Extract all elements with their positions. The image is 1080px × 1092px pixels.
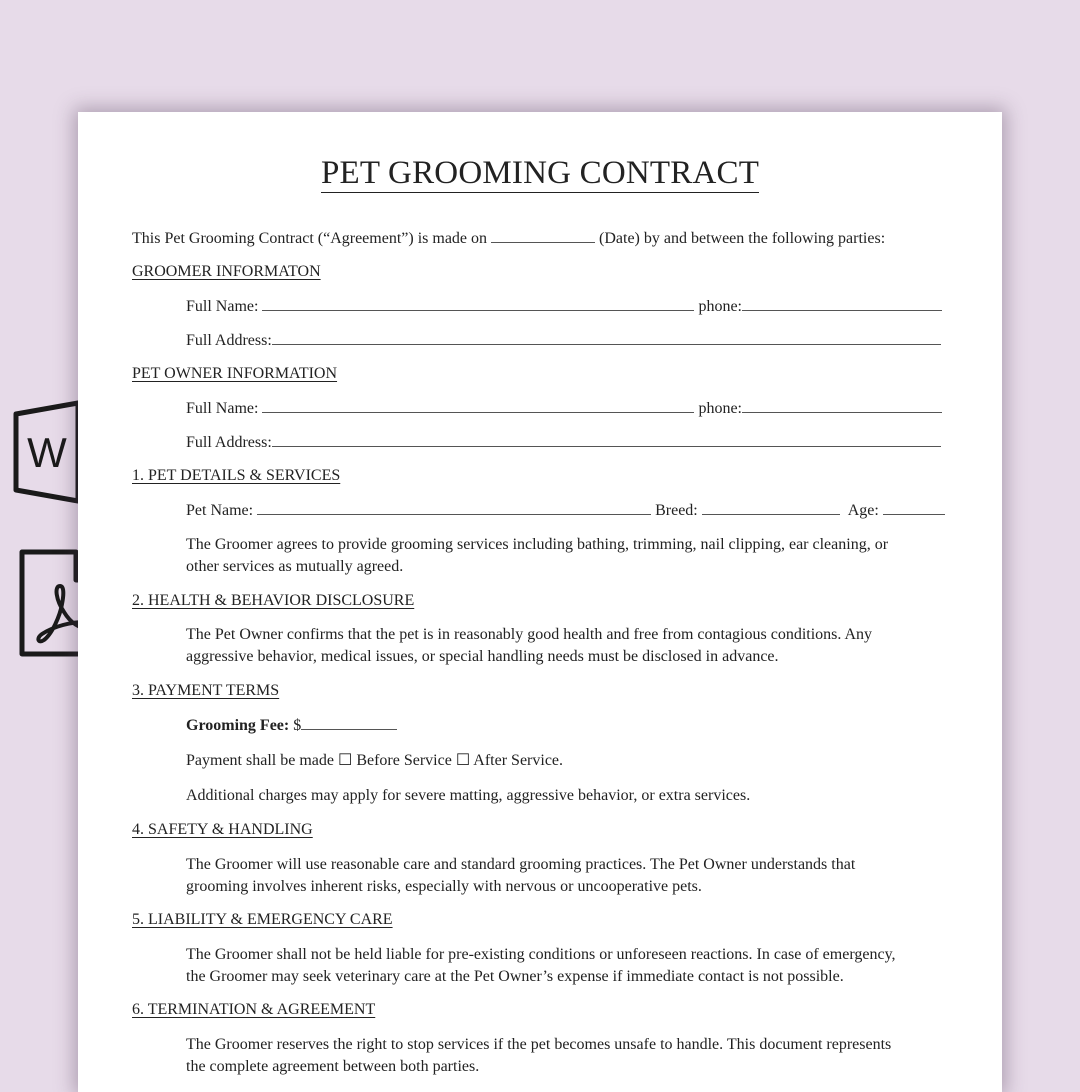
owner-name-row: Full Name: phone:	[186, 397, 942, 420]
section2-heading: 2. HEALTH & BEHAVIOR DISCLOSURE	[132, 592, 415, 609]
additional-charges: Additional charges may apply for severe matting, aggressive behavior, or extra services.	[186, 787, 751, 804]
section2-text: The Pet Owner confirms that the pet is in reasonably good health and free from contagious conditions. Any aggressive behavior, medical issues, or special handling needs must be disclosed in advance.	[186, 626, 873, 665]
owner-phone-field[interactable]	[742, 397, 942, 413]
groomer-name-row: Full Name: phone:	[186, 295, 942, 318]
fee-field[interactable]	[301, 714, 397, 730]
section1-heading: 1. PET DETAILS & SERVICES	[132, 467, 341, 484]
section5-text: The Groomer shall not be held liable for pre-existing conditions or unforeseen reactions. In case of emergency, the Groomer may seek veterinary care at the Pet Owner’s expense if immediate contact is not possible.	[186, 946, 896, 985]
groomer-phone-field[interactable]	[742, 295, 942, 311]
section1-text: The Groomer agrees to provide grooming services including bathing, trimming, nail clipping, ear cleaning, or other services as mutually agreed.	[186, 536, 889, 575]
fee-row: Grooming Fee: $	[186, 714, 397, 737]
document-title: PET GROOMING CONTRACT	[320, 155, 760, 191]
checkbox-before-service[interactable]: ☐	[337, 752, 353, 769]
section6-text: The Groomer reserves the right to stop services if the pet becomes unsafe to handle. This document represents the complete agreement between both parties.	[186, 1036, 892, 1075]
section5-heading: 5. LIABILITY & EMERGENCY CARE	[132, 911, 393, 928]
date-field[interactable]	[491, 227, 595, 243]
age-field[interactable]	[883, 499, 945, 515]
owner-heading: PET OWNER INFORMATION	[132, 365, 338, 382]
groomer-name-field[interactable]	[262, 295, 694, 311]
owner-name-field[interactable]	[262, 397, 694, 413]
section4-heading: 4. SAFETY & HANDLING	[132, 821, 313, 838]
pet-details-row: Pet Name: Breed: Age:	[186, 499, 945, 522]
word-icon-letter: W	[27, 429, 67, 476]
intro-line: This Pet Grooming Contract (“Agreement”) is made on (Date) by and between the following parties:	[132, 227, 885, 250]
section3-heading: 3. PAYMENT TERMS	[132, 682, 280, 699]
owner-address-field[interactable]	[272, 431, 941, 447]
section4-text: The Groomer will use reasonable care and standard grooming practices. The Pet Owner understands that grooming involves inherent risks, especially with nervous or uncooperative pets.	[186, 856, 856, 895]
checkbox-after-service[interactable]: ☐	[455, 752, 471, 769]
owner-address-row: Full Address:	[186, 431, 941, 454]
pet-name-field[interactable]	[257, 499, 651, 515]
groomer-address-field[interactable]	[272, 329, 941, 345]
payment-row: Payment shall be made ☐ Before Service ☐ After Service.	[186, 752, 564, 769]
breed-field[interactable]	[702, 499, 840, 515]
groomer-heading: GROOMER INFORMATON	[132, 263, 321, 280]
section6-heading: 6. TERMINATION & AGREEMENT	[132, 1001, 376, 1018]
groomer-address-row: Full Address:	[186, 329, 941, 352]
